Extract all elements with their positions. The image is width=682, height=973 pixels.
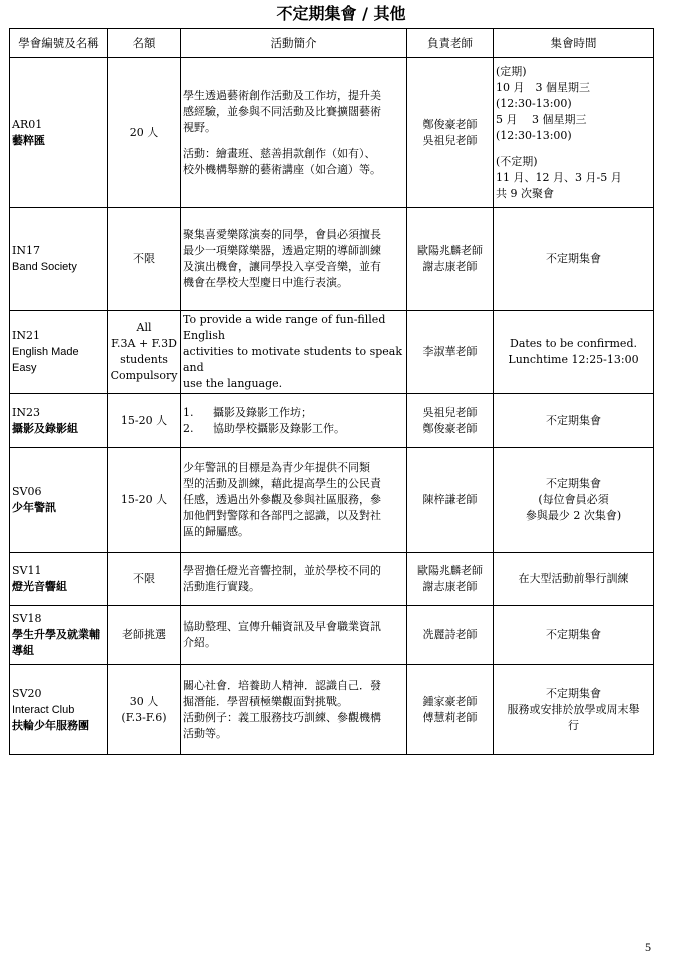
club-code-cell <box>10 208 108 311</box>
meeting-time-cell <box>494 448 654 553</box>
description-line: 協助整理、宣傳升輔資訊及早會職業資訊 <box>183 620 381 633</box>
header-teacher: 負責老師 <box>407 29 494 58</box>
teacher-name: 謝志康老師 <box>422 580 478 593</box>
description-item <box>183 421 404 437</box>
meeting-time-cell <box>494 606 654 665</box>
header-meeting-time: 集會時間 <box>494 29 654 58</box>
description-line: 區的歸屬感。 <box>183 525 249 538</box>
header-quota: 名額 <box>108 29 181 58</box>
quota-cell <box>108 665 181 755</box>
time-line: (每位會員必須 <box>538 493 609 506</box>
club-name: Interact Club <box>12 703 75 716</box>
meeting-time-cell <box>494 311 654 394</box>
club-name: 攝影及錄影組 <box>12 421 78 435</box>
description-line: 活動例子：義工服務技巧訓練、參觀機構 <box>183 710 381 724</box>
quota-line: students <box>120 353 168 366</box>
table-row <box>10 665 654 755</box>
description-line: 及演出機會，讓同學投入享受音樂，並有 <box>183 260 381 273</box>
club-code: IN23 <box>12 405 40 419</box>
teacher-name: 冼麗詩老師 <box>422 628 478 641</box>
description-line: 聚集喜愛樂隊演奏的同學，會員必須擅長 <box>183 228 381 241</box>
item-number: 2. <box>183 421 194 435</box>
table-row <box>10 394 654 448</box>
quota-cell <box>108 606 181 665</box>
description-line: 少年警訊的目標是為青少年提供不同類 <box>183 461 370 474</box>
time-line: (12:30-13:00) <box>496 96 572 110</box>
club-name: English Made Easy <box>12 346 79 374</box>
description-line: 任感，透過出外參觀及參與社區服務，參 <box>183 493 381 506</box>
quota-cell <box>108 311 181 394</box>
description-item <box>183 405 404 421</box>
description-line: 學習擔任燈光音響控制，並於學校不同的 <box>183 564 381 577</box>
teacher-cell <box>407 665 494 755</box>
time-line: (12:30-13:00) <box>496 128 572 142</box>
quota-line: 20 人 <box>129 125 159 139</box>
teacher-name: 吳祖兒老師 <box>422 133 478 147</box>
teacher-name: 鍾家豪老師 <box>422 694 478 708</box>
club-code: SV06 <box>12 485 42 498</box>
description-line: 視野。 <box>183 120 216 134</box>
description-line: 活動：繪畫班、慈善捐款創作（如有）、 <box>183 146 376 160</box>
time-line: 11 月、12 月、3 月-5 月 <box>496 170 622 184</box>
description-line: activities to motivate students to speak and <box>183 345 403 374</box>
meeting-time-cell <box>494 394 654 448</box>
quota-line: 15-20 人 <box>120 413 168 427</box>
time-line: (不定期) <box>496 154 538 168</box>
description-cell <box>181 58 407 208</box>
club-code: AR01 <box>12 117 43 131</box>
description-line: 學生透過藝術創作活動及工作坊，提升美 <box>183 88 381 102</box>
teacher-name: 歐陽兆麟老師 <box>417 244 483 257</box>
description-cell <box>181 394 407 448</box>
header-code-name: 學會編號及名稱 <box>10 29 108 58</box>
description-line: 型的活動及訓練，藉此提高學生的公民責 <box>183 477 381 490</box>
description-cell <box>181 606 407 665</box>
quota-line: (F.3-F.6) <box>121 710 167 724</box>
page-number: 5 <box>645 940 651 954</box>
club-code-cell <box>10 606 108 665</box>
table-row <box>10 208 654 311</box>
teacher-name: 鄭俊豪老師 <box>422 421 478 435</box>
header-description: 活動簡介 <box>181 29 407 58</box>
club-code-cell <box>10 58 108 208</box>
description-line: 機會在學校大型慶日中進行表演。 <box>183 276 348 289</box>
description-line: 活動進行實踐。 <box>183 580 260 593</box>
table-row <box>10 58 654 208</box>
description-line: 掘潛能．學習積極樂觀面對挑戰。 <box>183 694 348 708</box>
meeting-time-cell <box>494 553 654 606</box>
quota-line: 15-20 人 <box>120 493 168 506</box>
club-name: 燈光音響組 <box>12 580 67 593</box>
time-line: 不定期集會 <box>546 413 601 427</box>
time-line: 在大型活動前舉行訓練 <box>518 572 629 585</box>
description-line: 感經驗，並參與不同活動及比賽擴闊藝術 <box>183 104 381 118</box>
quota-line: 30 人 <box>129 694 159 708</box>
description-line: use the language. <box>183 377 283 390</box>
club-code: SV18 <box>12 612 42 625</box>
page-title: 不定期集會 / 其他 <box>276 4 406 23</box>
time-line: 行 <box>568 718 579 732</box>
time-line: 不定期集會 <box>546 686 601 700</box>
time-line: 不定期集會 <box>546 252 601 265</box>
time-line: Lunchtime 12:25-13:00 <box>508 353 639 366</box>
quota-line: All <box>136 321 152 334</box>
teacher-cell <box>407 553 494 606</box>
teacher-name: 吳祖兒老師 <box>422 405 478 419</box>
teacher-name: 謝志康老師 <box>422 260 478 273</box>
item-text: 協助學校攝影及錄影工作。 <box>213 421 345 435</box>
quota-line: Compulsory <box>110 369 178 382</box>
time-line: 參與最少 2 次集會) <box>525 509 622 522</box>
description-cell <box>181 311 407 394</box>
teacher-name: 傅慧莉老師 <box>422 710 478 724</box>
teacher-cell <box>407 606 494 665</box>
club-name-chinese: 扶輪少年服務團 <box>12 718 89 732</box>
item-number: 1. <box>183 405 194 419</box>
description-line: 校外機構舉辦的藝術講座（如合適）等。 <box>183 162 381 176</box>
club-code-cell <box>10 448 108 553</box>
club-code: SV11 <box>12 564 42 577</box>
quota-line: 不限 <box>133 252 155 265</box>
time-line: 服務或安排於放學或周末舉 <box>507 702 640 716</box>
time-line: 10 月 3 個星期三 <box>496 80 590 94</box>
club-code: SV20 <box>12 686 42 700</box>
description-line: 介紹。 <box>183 636 216 649</box>
teacher-cell <box>407 58 494 208</box>
description-line: 關心社會．培養助人精神．認識自己．發 <box>183 678 381 692</box>
quota-line: 不限 <box>133 572 155 585</box>
club-code: IN21 <box>12 329 40 342</box>
meeting-time-cell <box>494 665 654 755</box>
club-name: Band Society <box>12 261 77 273</box>
table-header-row <box>10 29 654 58</box>
quota-line: F.3A + F.3D <box>111 337 177 350</box>
description-cell <box>181 553 407 606</box>
quota-cell <box>108 394 181 448</box>
description-line: 加他們對警隊和各部門之認識，以及對社 <box>183 509 381 522</box>
teacher-name: 李淑華老師 <box>422 345 478 358</box>
time-line: 不定期集會 <box>546 477 601 490</box>
description-line: 活動等。 <box>183 726 227 740</box>
time-line: (定期) <box>496 64 527 78</box>
item-text: 攝影及錄影工作坊； <box>213 405 312 419</box>
time-line: Dates to be confirmed. <box>510 337 637 350</box>
club-name: 少年警訊 <box>12 501 56 514</box>
description-cell <box>181 448 407 553</box>
table-row <box>10 448 654 553</box>
quota-cell <box>108 448 181 553</box>
quota-cell <box>108 58 181 208</box>
time-line: 不定期集會 <box>546 628 601 641</box>
club-code: IN17 <box>12 244 40 257</box>
club-schedule-table <box>9 28 654 755</box>
teacher-cell <box>407 394 494 448</box>
club-code-cell <box>10 665 108 755</box>
time-line: 共 9 次聚會 <box>496 186 554 200</box>
teacher-cell <box>407 311 494 394</box>
teacher-name: 陳梓謙老師 <box>422 493 478 506</box>
quota-line: 老師挑選 <box>122 628 166 641</box>
meeting-time-cell <box>494 58 654 208</box>
club-name: 藝粹匯 <box>12 133 45 147</box>
teacher-name: 歐陽兆麟老師 <box>417 564 483 577</box>
description-line: 最少一項樂隊樂器，透過定期的導師訓練 <box>183 244 381 257</box>
quota-cell <box>108 553 181 606</box>
meeting-time-cell <box>494 208 654 311</box>
table-row <box>10 553 654 606</box>
teacher-cell <box>407 208 494 311</box>
club-code-cell <box>10 553 108 606</box>
time-line: 5 月 3 個星期三 <box>496 112 587 126</box>
description-cell <box>181 208 407 311</box>
club-code-cell <box>10 394 108 448</box>
description-cell <box>181 665 407 755</box>
description-line: To provide a wide range of fun-filled English <box>183 313 386 342</box>
teacher-cell <box>407 448 494 553</box>
table-row <box>10 311 654 394</box>
quota-cell <box>108 208 181 311</box>
club-name: 學生升學及就業輔導組 <box>12 628 100 657</box>
table-row <box>10 606 654 665</box>
teacher-name: 鄭俊豪老師 <box>422 117 478 131</box>
club-code-cell <box>10 311 108 394</box>
